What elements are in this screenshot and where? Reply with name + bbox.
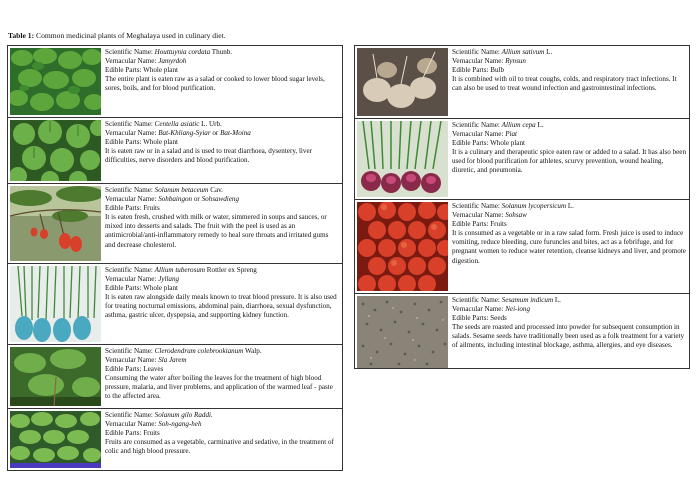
edible-parts: Whole plant xyxy=(143,138,178,147)
description: Fruits are consumed as a vegetable, carminative and sedative, in the treatment of colic and high blood pressure. xyxy=(105,438,334,456)
scientific-name: Centella asiatic xyxy=(154,120,200,128)
edible-parts: Fruits xyxy=(490,220,507,229)
scientific-name: Houttuynia cordata xyxy=(154,48,211,56)
sesame-photo xyxy=(357,296,448,368)
vernacular-name-alt: Sohsawdieng xyxy=(201,195,240,204)
table-caption xyxy=(8,31,226,41)
entry-text: Scientific Name: Sesamum indicum L. Vernacular Name: Nei-iong Edible Parts: Seeds The seeds are roasted and processed into powder for subsequent consumption in salads. Sesame seeds have traditionally been used as a folk treatment for a variety of ailments, including intestinal blockage, asthma, allergies, and eye diseases. xyxy=(452,296,687,351)
vernacular-name: Soh-ngang-heh xyxy=(158,420,202,429)
caption-label: Table 1: xyxy=(8,31,35,40)
vernacular-name: Sohsaw xyxy=(505,211,527,220)
description: It is eaten raw alongside daily meals known to treat blood pressure. It is also used for treating nocturnal emissions, abdominal pain, diarrhoea, sexual dysfunction, asthma, gastric ulcer, dyspepsia, and supporting kidney function. xyxy=(105,293,337,320)
houttuynia-photo xyxy=(10,48,101,115)
scientific-name: Solanum gilo Raddi. xyxy=(154,411,213,419)
entry-text: Scientific Name: Solanum gilo Raddi. Vernacular Name: Soh-ngang-heh Edible Parts: Fruits Fruits are consumed as a vegetable, carminative and sedative, in the treatment of colic and high blood pressure. xyxy=(105,411,340,456)
vernacular-name: Jamyrdoh xyxy=(158,57,187,66)
edible-parts: Fruits xyxy=(143,204,160,213)
edible-parts: Whole plant xyxy=(143,66,178,75)
scientific-name: Clerodendrum colebrookianum xyxy=(154,347,244,355)
table-row xyxy=(355,46,689,118)
description: Consuming the water after boiling the leaves for the treatment of high blood pressure, malaria, and liver problems, and application of the warmed leaf - paste to the affected area. xyxy=(105,374,333,401)
solanum-gilo-photo xyxy=(10,411,101,468)
entry-text: Scientific Name: Clerodendrum colebrookianum Walp. Vernacular Name: Sla Jarem Edible Parts: Leaves Consuming the water after boiling the leaves for the treatment of high blood pressure, malaria, and liver problems, and application of the warmed leaf - paste to the affected area. xyxy=(105,347,340,402)
tree-tomato-photo xyxy=(10,186,101,261)
entry-text: Scientific Name: Allium tuberosum Rottler ex Spreng Vernacular Name: Jyllang Edible Parts: Whole plant It is eaten raw alongside daily meals known to treat blood pressure. It is also used for treating nocturnal emissions, abdominal pain, diarrhoea, sexual dysfunction, asthma, gastric ulcer, dyspepsia, and supporting kidney function. xyxy=(105,266,340,321)
description: The entire plant is eaten raw as a salad or cooked to lower blood sugar levels, sores, boils, and for blood purification. xyxy=(105,75,325,93)
vernacular-name: Bat-Khliang-Syiar xyxy=(158,129,211,138)
table-row xyxy=(355,118,689,199)
clerodendrum-photo xyxy=(10,347,101,406)
edible-parts: Leaves xyxy=(143,365,164,374)
entry-text: Scientific Name: Solanum betaceum Cav. Vernacular Name: Sohbaingon or Sohsawdieng Edible Parts: Fruits It is eaten fresh, crushed with milk or water, simmered in soups and sauces, or mixed into desserts and salads. The fruit with the peel is used as an antimicrobial/anti-inflammatory remedy to heal sore throats and irritated gums and decrease cholesterol. xyxy=(105,186,340,250)
scientific-name: Allium cepa xyxy=(501,121,536,129)
table-row xyxy=(8,117,342,183)
entry-text: Scientific Name: Solanum lycopersicum L. Vernacular Name: Sohsaw Edible Parts: Fruits It is consumed as a vegetable or in a raw salad form. Fresh juice is used to induce vomiting, reduce bleeding, cure furuncles and bites, act as a febrifuge, and for pregnant women to reduce water retention, cleanse kidneys and liver, and promote digestion. xyxy=(452,202,686,265)
onion-photo xyxy=(357,121,448,197)
centella-photo xyxy=(10,120,101,181)
table-row xyxy=(8,183,342,263)
edible-parts: Fruits xyxy=(143,429,160,438)
left-table xyxy=(7,45,343,471)
vernacular-name: Rynsun xyxy=(505,57,526,66)
scientific-name: Solanum lycopersicum xyxy=(501,202,567,210)
entry-text: Scientific Name: Centella asiatic L. Urb. Vernacular Name: Bat-Khliang-Syiar or Bat-Moina Edible Parts: Whole plant It is eaten raw or in a salad and is used to treat diarrhoea, dysentery, liver difficulties, nerve disorders and blood purification. xyxy=(105,120,340,165)
vernacular-name: Jyllang xyxy=(158,275,180,284)
caption-text: Common medicinal plants of Meghalaya used in culinary diet. xyxy=(36,31,226,40)
vernacular-name: Sohbaingon xyxy=(158,195,193,204)
table-row xyxy=(8,408,342,470)
garlic-photo xyxy=(357,48,448,116)
edible-parts: Whole plant xyxy=(490,139,525,148)
table-row xyxy=(8,263,342,344)
entry-text: Scientific Name: Allium cepa L. Vernacular Name: Piat Edible Parts: Whole plant It is a culinary and therapeutic spice eaten raw or added to a salad. It has also been used for blood purification for athletes, scurvy prevention, wound healing, diuretic, and pneumonia. xyxy=(452,121,686,175)
table-row xyxy=(8,46,342,117)
edible-parts: Seeds xyxy=(490,314,507,323)
edible-parts: Bulb xyxy=(490,66,505,75)
description: It is a culinary and therapeutic spice eaten raw or added to a salad. It has also been used for blood purification for athletes, scurvy prevention, wound healing, diuretic, and pneumonia. xyxy=(452,148,686,175)
tomato-photo xyxy=(357,202,448,291)
right-table xyxy=(354,45,690,369)
vernacular-name: Piat xyxy=(505,130,518,139)
entry-text: Scientific Name: Allium sativum L. Vernacular Name: Rynsun Edible Parts: Bulb It is combined with oil to treat coughs, colds, and respiratory tract infections. It can also be used to treat wound infection and gastrointestinal infections. xyxy=(452,48,687,93)
vernacular-name: Sla Jarem xyxy=(158,356,187,365)
scientific-name: Solanum betaceum xyxy=(154,186,209,194)
scientific-name: Sesamum indicum xyxy=(501,296,554,304)
garlic-chives-photo xyxy=(10,266,101,342)
table-row xyxy=(8,344,342,408)
scientific-name: Allium tuberosum xyxy=(154,266,206,274)
table-row xyxy=(355,199,689,293)
entry-text: Scientific Name: Houttuynia cordata Thunb. Vernacular Name: Jamyrdoh Edible Parts: Whole plant The entire plant is eaten raw as a salad or cooked to lower blood sugar levels, sores, boils, and for blood purification. xyxy=(105,48,340,93)
vernacular-name-alt: Bat-Moina xyxy=(220,129,251,138)
vernacular-name: Nei-iong xyxy=(505,305,531,314)
description: It is consumed as a vegetable or in a raw salad form. Fresh juice is used to induce vomiting, reduce bleeding, cure furuncles and bites, act as a febrifuge, and for pregnant women to reduce water retention, cleanse kidneys and liver, and promote digestion. xyxy=(452,229,686,265)
edible-parts: Whole plant xyxy=(143,284,178,293)
description: The seeds are roasted and processed into powder for subsequent consumption in salads. Sesame seeds have traditionally been used as a folk treatment for a variety of ailments, including intestinal blockage, asthma, allergies, and eye diseases. xyxy=(452,323,685,350)
description: It is combined with oil to treat coughs, colds, and respiratory tract infections. It can also be used to treat wound infection and gastrointestinal infections. xyxy=(452,75,677,93)
description: It is eaten raw or in a salad and is used to treat diarrhoea, dysentery, liver difficulties, nerve disorders and blood purification. xyxy=(105,147,312,165)
scientific-name: Allium sativum xyxy=(501,48,545,56)
table-row xyxy=(355,293,689,370)
description: It is eaten fresh, crushed with milk or water, simmered in soups and sauces, or mixed into desserts and salads. The fruit with the peel is used as an antimicrobial/anti-inflammatory remedy to heal sore throats and irritated gums and decrease cholesterol. xyxy=(105,213,329,249)
